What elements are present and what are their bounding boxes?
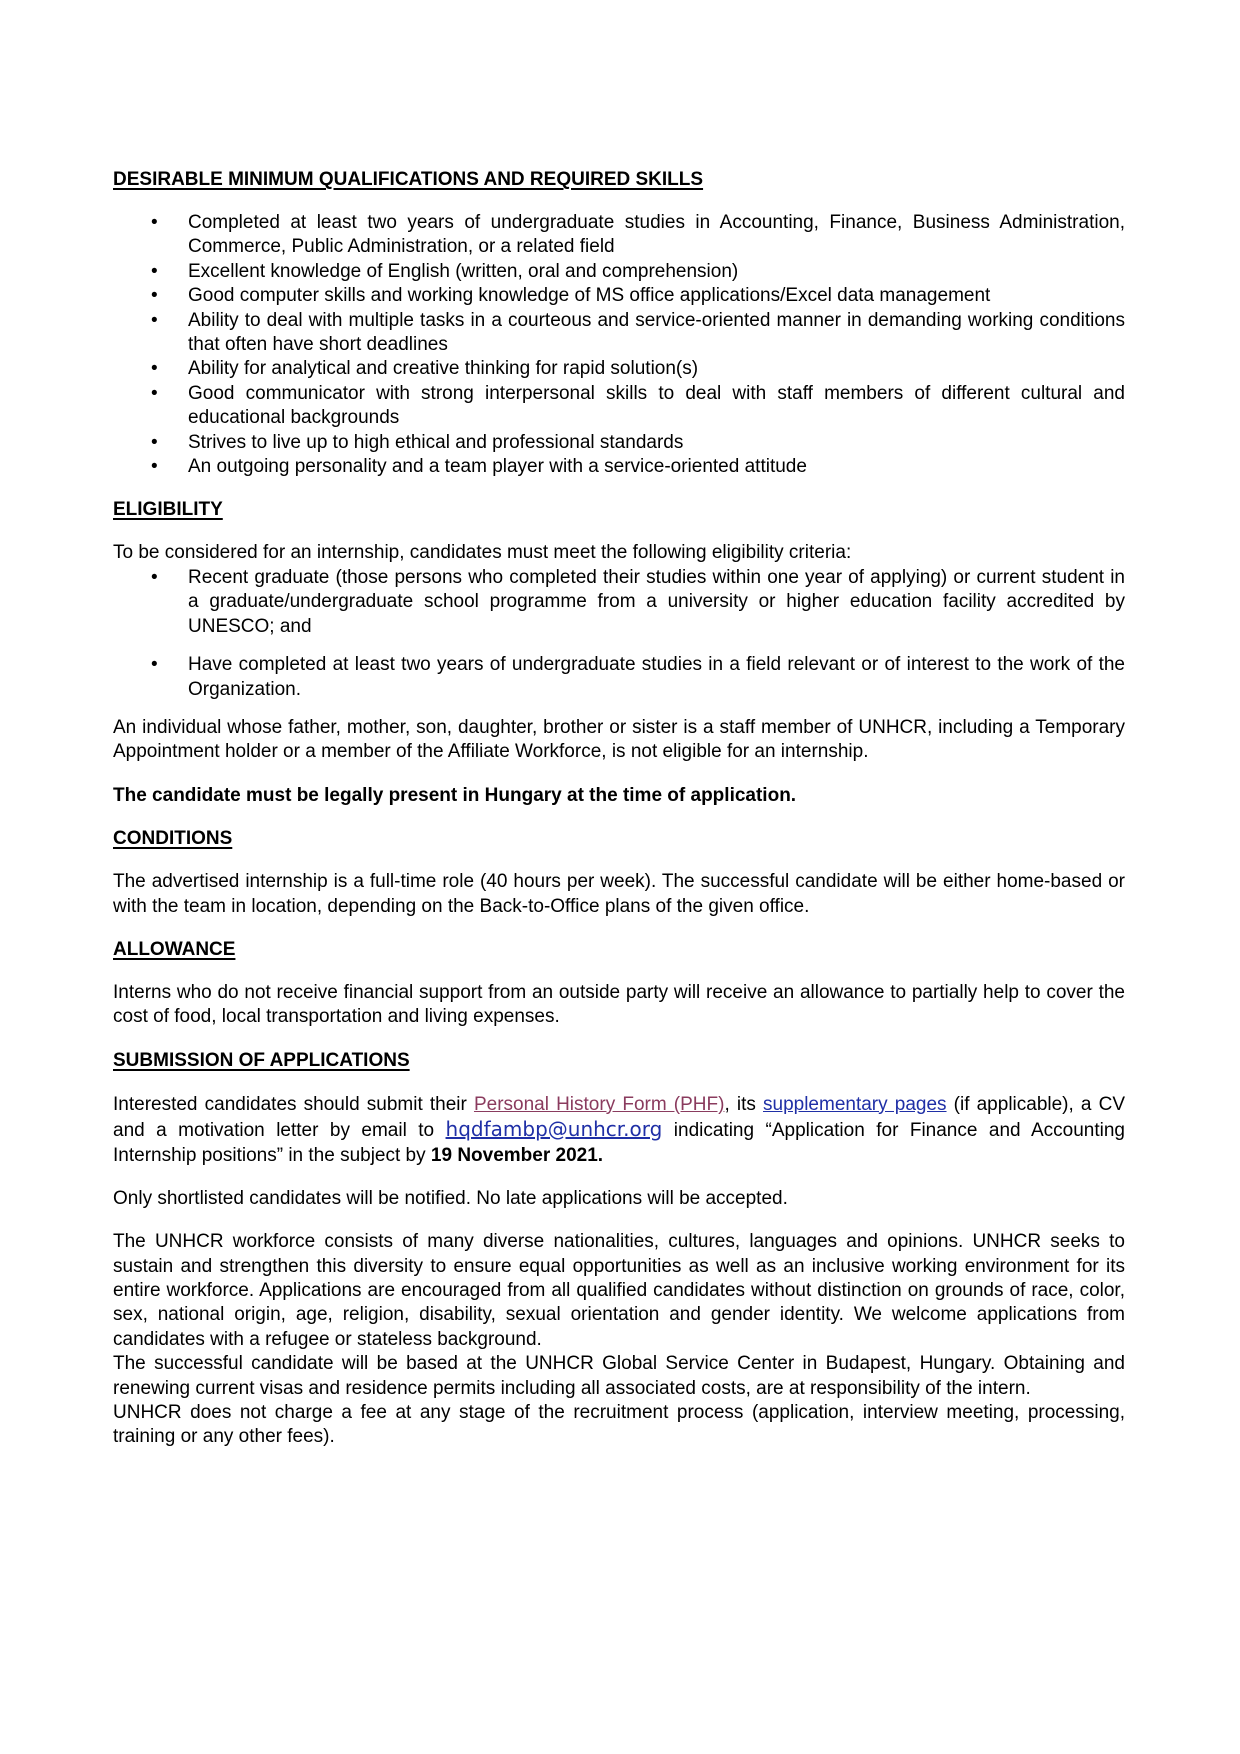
fees-statement: UNHCR does not charge a fee at any stage of the recruitment process (application, interview meeting, processing, training or any other fees). <box>113 1402 1125 1448</box>
phf-link[interactable]: Personal History Form (PHF) <box>473 1093 725 1115</box>
allowance-heading: ALLOWANCE <box>113 938 236 960</box>
allowance-text: Interns who do not receive financial support from an outside party will receive an allowance to partially help to cover the cost of food, local transportation and living expenses. <box>113 981 1125 1028</box>
family-note: An individual whose father, mother, son, daughter, brother or sister is a staff member of UNHCR, including a Temporary Appointment holder or a member of the Affiliate Workforce, is not eligible for an internship. <box>113 716 1125 763</box>
list-item: • Strives to live up to high ethical and professional standards <box>113 431 1125 455</box>
submission-heading: SUBMISSION OF APPLICATIONS <box>113 1049 410 1071</box>
eligibility-heading: ELIGIBILITY <box>113 499 223 521</box>
bullet-icon: • <box>151 456 158 478</box>
list-item: • Good computer skills and working knowledge of MS office applications/Excel data management <box>113 284 1125 308</box>
list-item: • Ability to deal with multiple tasks in a courteous and service-oriented manner in demanding working conditions that often have short deadlines <box>151 309 1125 356</box>
list-item: • Completed at least two years of undergraduate studies in Accounting, Finance, Business Administration, Commerce, Public Administration, or a related field <box>151 212 1125 258</box>
shortlist-note: Only shortlisted candidates will be notified. No late applications will be accepted. <box>113 1187 788 1209</box>
email-link[interactable]: hqdfambp@unhcr.org <box>445 1116 663 1141</box>
eligibility-list <box>113 566 1125 702</box>
bullet-icon: • <box>151 212 158 233</box>
bullet-icon: • <box>151 285 158 307</box>
conditions-heading: CONDITIONS <box>113 828 233 850</box>
eligibility-intro: To be considered for an internship, candidates must meet the following eligibility criteria: <box>113 542 852 564</box>
list-item: • Recent graduate (those persons who completed their studies within one year of applying) or current student in a graduate/undergraduate school programme from a university or higher education facility accredited by UNESCO; and <box>151 566 1125 637</box>
deadline-date: 19 November 2021. <box>430 1144 604 1166</box>
conditions-text: The advertised internship is a full-time role (40 hours per week). The successful candidate will be either home-based or with the team in location, depending on the Back-to-Office plans of the given office. <box>113 871 1125 917</box>
bullet-icon: • <box>151 309 158 331</box>
bullet-icon: • <box>151 358 158 380</box>
supplementary-pages-link[interactable]: supplementary pages <box>763 1093 947 1115</box>
location-statement: The successful candidate will be based at the UNHCR Global Service Center in Budapest, Hungary. Obtaining and renewing current visas and residence permits including all associated costs, are at responsibility of the intern. <box>113 1353 1125 1399</box>
bullet-icon: • <box>151 566 158 588</box>
list-item: • Have completed at least two years of undergraduate studies in a field relevant or of interest to the work of the Organization. <box>151 654 1125 700</box>
list-item: • Ability for analytical and creative thinking for rapid solution(s) <box>113 357 1125 381</box>
diversity-statement: The UNHCR workforce consists of many diverse nationalities, cultures, languages and opinions. UNHCR seeks to sustain and strengthen this diversity to ensure equal opportunities as well as an inclusive working environment for its entire workforce. Applications are encouraged from all qualified candidates without distinction on grounds of race, color, sex, national origin, age, religion, disability, sexual orientation and gender identity. We welcome applications from candidates with a refugee or stateless background. <box>113 1231 1125 1350</box>
qualifications-list <box>113 211 1125 479</box>
submission-instructions: Interested candidates should submit their Personal History Form (PHF), its supplementary pages (if applicable), a CV and a motivation letter by email to hqdfambp@unhcr.org indicating “Application for Finance and Accounting Internship positions” in the subject by 19 November 2021. <box>113 1093 1126 1166</box>
bullet-icon: • <box>151 382 158 404</box>
document-page <box>113 168 1125 1450</box>
list-item: • Good communicator with strong interpersonal skills to deal with staff members of different cultural and educational backgrounds <box>151 382 1125 429</box>
qualifications-heading: DESIRABLE MINIMUM QUALIFICATIONS AND REQUIRED SKILLS <box>113 169 704 190</box>
presence-note: The candidate must be legally present in Hungary at the time of application. <box>113 784 797 806</box>
list-item: • Excellent knowledge of English (written, oral and comprehension) <box>113 260 1125 284</box>
list-item: • An outgoing personality and a team player with a service-oriented attitude <box>113 455 1125 479</box>
bullet-icon: • <box>151 431 158 453</box>
bullet-icon: • <box>151 654 158 676</box>
bullet-icon: • <box>151 260 158 282</box>
